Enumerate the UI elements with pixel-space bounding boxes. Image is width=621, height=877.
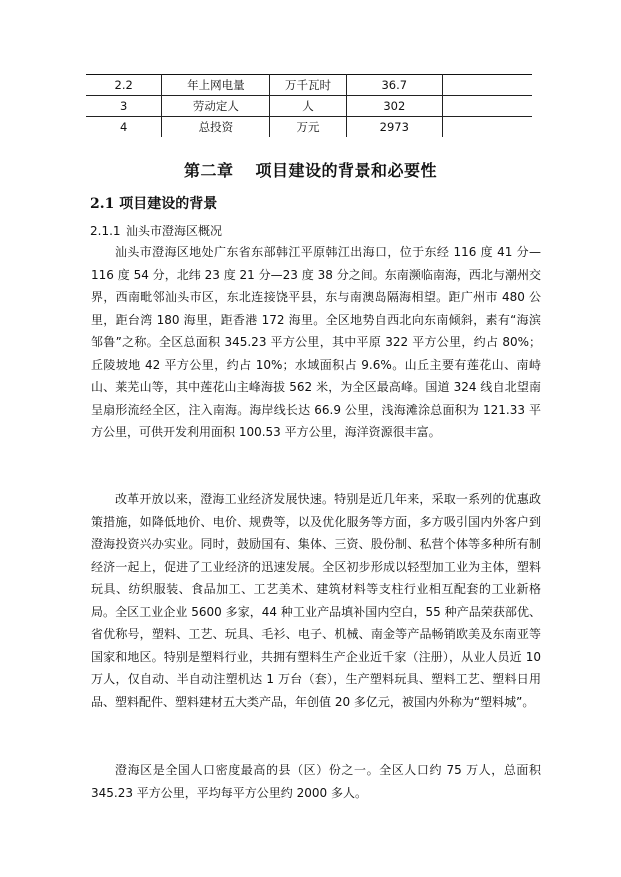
table-row: [86, 96, 532, 117]
table-cell: [442, 75, 532, 96]
table-cell: 2973: [346, 117, 442, 138]
body-paragraph: 澄海区是全国人口密度最高的县（区）份之一。全区人口约 75 万人，总面积 345.23 平方公里，平均每平方公里约 2000 多人。: [91, 763, 541, 800]
table-cell: [442, 117, 532, 138]
table-cell: 人: [270, 96, 346, 117]
chapter-title: 项目建设的背景和必要性: [255, 161, 438, 180]
table-cell: 万千瓦时: [270, 75, 346, 96]
table-cell: 36.7: [346, 75, 442, 96]
subsection-heading: [90, 222, 222, 239]
summary-table: [86, 74, 532, 137]
body-paragraph: 汕头市澄海区地处广东省东部韩江平原韩江出海口，位于东经 116 度 41 分—116 度 54 分，北纬 23 度 21 分—23 度 38 分之间。东南濒临南海，西北与潮州交界，西南毗邻汕头市区，东北连接饶平县，东与南澳岛隔海相望。距广州市 480 公里，距台湾 180 海里，距香港 172 海里。全区地势自西北向东南倾斜，素有“海滨邹鲁”之称。全区总面积 345.23 平方公里，其中平原 322 平方公里，约占 80%；丘陵坡地 42 平方公里，约占 10%；水域面积占 9.6%。山丘主要有莲花山、南峙山、莱芜山等，其中莲花山主峰海拔 562 米，为全区最高峰。国道 324 线自北望南呈扇形流经全区，注入南海。海岸线长达 66.9 公里，浅海滩涂总面积为 121.33 平方公里，可供开发利用面积 100.53 平方公里，海洋资源很丰富。: [91, 245, 541, 439]
body-paragraph: 改革开放以来，澄海工业经济发展快速。特别是近几年来，采取一系列的优惠政策措施，如降低地价、电价、规费等，以及优化服务等方面，多方吸引国内外客户到澄海投资兴办实业。同时，鼓励国有、集体、三资、股份制、私营个体等多种所有制经济一起上，促进了工业经济的迅速发展。全区初步形成以轻型加工业为主体，塑料玩具、纺织服装、食品加工、工艺美术、建筑材料等支柱行业相互配套的工业新格局。全区工业企业 5600 多家，44 种工业产品填补国内空白，55 种产品荣获部优、省优称号，塑料、工艺、玩具、毛衫、电子、机械、南金等产品畅销欧美及东南亚等国家和地区。特别是塑料行业，共拥有塑料生产企业近千家（注册），从业人员近 10 万人，仅自动、半自动注塑机达 1 万台（套），生产塑料玩具、塑料工艺、塑料日用品、塑料配件、塑料建材五大类产品，年创值 20 多亿元，被国内外称为“塑料城”。: [91, 492, 541, 709]
table-cell: [442, 96, 532, 117]
table-cell: 万元: [270, 117, 346, 138]
table-cell: 总投资: [162, 117, 270, 138]
table-cell: 2.2: [86, 75, 162, 96]
subsection-number: 2.1.1: [90, 224, 121, 238]
section-heading: 2.1 项目建设的背景: [90, 196, 218, 212]
chapter-heading: [0, 158, 621, 181]
table-cell: 劳动定人: [162, 96, 270, 117]
subsection-title: 汕头市澄海区概况: [126, 224, 223, 238]
table-row: [86, 117, 532, 138]
table-cell: 3: [86, 96, 162, 117]
table-cell: 4: [86, 117, 162, 138]
table-row: [86, 75, 532, 96]
chapter-number: 第二章: [183, 161, 234, 180]
table-cell: 年上网电量: [162, 75, 270, 96]
table-cell: 302: [346, 96, 442, 117]
